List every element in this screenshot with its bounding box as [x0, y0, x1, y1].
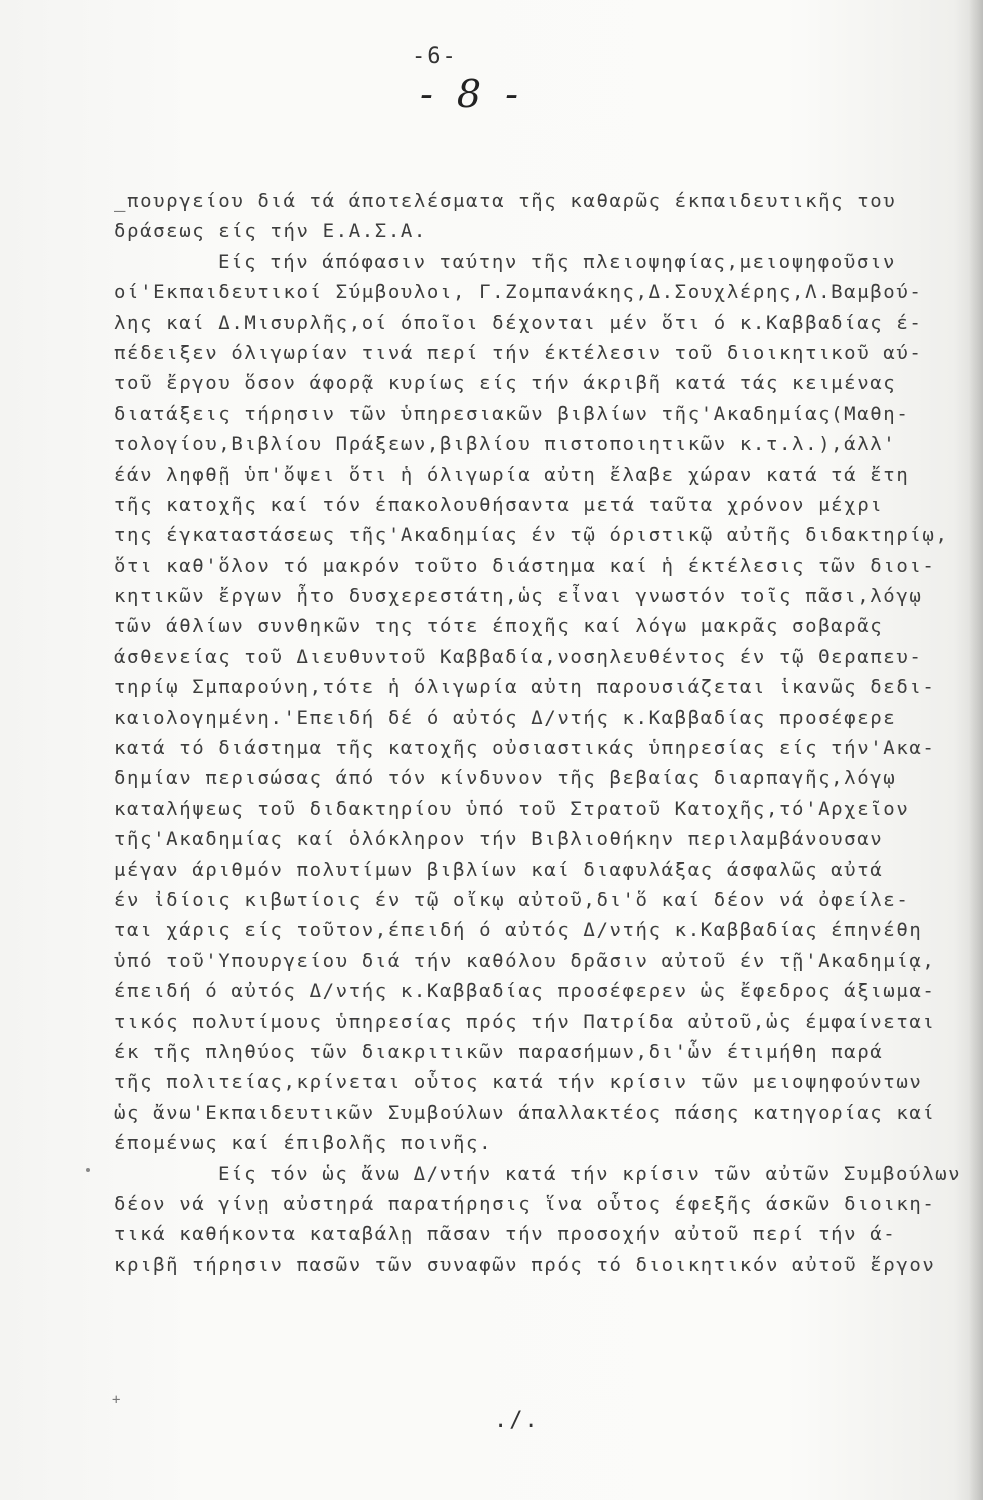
text-line: Είς τόν ὡς ἄνω Δ/ντήν κατά τήν κρίσιν τῶν αὐτῶν Συμβούλων	[218, 1162, 962, 1185]
text-line: οί'Εκπαιδευτικοί Σύμβουλοι, Γ.Ζομπανάκης,Δ.Σουχλέρης,Λ.Βαμβού-	[114, 281, 923, 304]
margin-plus-mark: +	[112, 1392, 121, 1408]
text-line: τηρίῳ Σμπαρούνη,τότε ἡ όλιγωρία αὐτη παρουσιάζεται ἱκανῶς δεδι-	[114, 676, 936, 699]
text-line: έκ τῆς πληθύος τῶν διακριτικῶν παρασήμων,δι'ὧν έτιμήθη παρά	[114, 1040, 884, 1063]
text-line: κριβῆ τήρησιν πασῶν τῶν συναφῶν πρός τό διοικητικόν αὐτοῦ ἔργον	[114, 1253, 936, 1276]
text-line: μέγαν άριθμόν πολυτίμων βιβλίων καί διαφυλάξας άσφαλῶς αὐτά	[114, 858, 884, 881]
text-line: δέον νά γίνῃ αὐστηρά παρατήρησις ἵνα οὗτος έφεξῆς άσκῶν διοικη-	[114, 1192, 936, 1215]
text-line: τικός πολυτίμους ὑπηρεσίας πρός τήν Πατρίδα αὐτοῦ,ὡς έμφαίνεται	[114, 1010, 936, 1033]
text-line: τῆς πολιτείας,κρίνεται οὗτος κατά τήν κρίσιν τῶν μειοψηφούντων	[114, 1071, 923, 1094]
text-line: τοῦ ἔργου ὅσον άφορᾷ κυρίως είς τήν άκριβῆ κατά τάς κειμένας	[114, 372, 897, 395]
text-line: ὑπό τοῦ'Υπουργείου διά τήν καθόλου δρᾶσιν αὐτοῦ έν τῇ'Ακαδημίᾳ,	[114, 949, 936, 972]
text-line: τῆς κατοχῆς καί τόν έπακολουθήσαντα μετά ταῦτα χρόνον μέχρι	[114, 493, 884, 516]
handwritten-page-number: - 8 -	[420, 72, 525, 116]
continuation-mark: ./.	[494, 1408, 540, 1433]
text-line: πέδειξεν όλιγωρίαν τινά περί τήν έκτέλεσιν τοῦ διοικητικοῦ αύ-	[114, 341, 923, 364]
text-line: ὡς ἄνω'Εκπαιδευτικῶν Συμβούλων άπαλλακτέος πάσης κατηγορίας καί	[114, 1101, 936, 1124]
text-line: έάν ληφθῇ ὑπ'ὄψει ὅτι ἡ όλιγωρία αὐτη ἔλαβε χώραν κατά τά ἔτη	[114, 463, 910, 486]
text-line: τῆς'Ακαδημίας καί ὁλόκληρον τήν Βιβλιοθήκην περιλαμβάνουσαν	[114, 828, 884, 851]
typed-page-number: -6-	[412, 44, 458, 69]
text-line: διατάξεις τήρησιν τῶν ὑπηρεσιακῶν βιβλίων τῆς'Ακαδημίας(Μαθη-	[114, 402, 910, 425]
document-body	[114, 186, 962, 1280]
text-line: της έγκαταστάσεως τῆς'Ακαδημίας έν τῷ όριστικῷ αὐτῆς διδακτηρίῳ,	[114, 524, 949, 547]
text-line: τικά καθήκοντα καταβάλῃ πᾶσαν τήν προσοχήν αὐτοῦ περί τήν ά-	[114, 1223, 897, 1246]
text-line: έπομένως καί έπιβολῆς ποινῆς.	[114, 1132, 493, 1155]
text-line: έν ἰδίοις κιβωτίοις έν τῷ οἴκῳ αὐτοῦ,δι'ὅ καί δέον νά ὀφείλε-	[114, 888, 910, 911]
text-line: τῶν άθλίων συνθηκῶν της τότε έποχῆς καί λόγω μακρᾶς σοβαρᾶς	[114, 615, 884, 638]
text-line: κητικῶν ἔργων ἦτο δυσχερεστάτη,ὡς εἶναι γνωστόν τοῖς πᾶσι,λόγῳ	[114, 585, 923, 608]
text-line: καταλήψεως τοῦ διδακτηρίου ὑπό τοῦ Στρατοῦ Κατοχῆς,τό'Αρχεῖον	[114, 797, 910, 820]
text-line: ὅτι καθ'ὅλον τό μακρόν τοῦτο διάστημα καί ἡ έκτέλεσις τῶν διοι-	[114, 554, 936, 577]
text-line: καιολογημένη.'Επειδή δέ ό αὐτός Δ/ντής κ.Καββαδίας προσέφερε	[114, 706, 897, 729]
text-line: κατά τό διάστημα τῆς κατοχῆς οὐσιαστικάς ὑπηρεσίας είς τήν'Ακα-	[114, 737, 936, 760]
text-line: δράσεως είς τήν Ε.Α.Σ.Α.	[114, 220, 427, 243]
text-line: Είς τήν άπόφασιν ταύτην τῆς πλειοψηφίας,μειοψηφοῦσιν	[218, 250, 897, 273]
text-line: λης καί Δ.Μισυρλῆς,οί όποῖοι δέχονται μέν ὅτι ό κ.Καββαδίας έ-	[114, 311, 923, 334]
text-line: ται χάρις είς τοῦτον,έπειδή ό αὐτός Δ/ντής κ.Καββαδίας έπηνέθη	[114, 919, 923, 942]
margin-dot	[86, 1168, 90, 1172]
text-line: δημίαν περισώσας άπό τόν κίνδυνον τῆς βεβαίας διαρπαγῆς,λόγῳ	[114, 767, 897, 790]
page-binding-edge	[969, 0, 983, 1500]
text-line: άσθενείας τοῦ Διευθυντοῦ Καββαδία,νοσηλευθέντος έν τῷ Θεραπευ-	[114, 645, 923, 668]
text-line: τολογίου,Βιβλίου Πράξεων,βιβλίου πιστοποιητικῶν κ.τ.λ.),άλλ'	[114, 433, 897, 456]
text-line: έπειδή ό αὐτός Δ/ντής κ.Καββαδίας προσέφερεν ὡς ἔφεδρος άξιωμα-	[114, 980, 936, 1003]
text-line: _πουργείου διά τά άποτελέσματα τῆς καθαρῶς έκπαιδευτικῆς του	[114, 190, 897, 212]
